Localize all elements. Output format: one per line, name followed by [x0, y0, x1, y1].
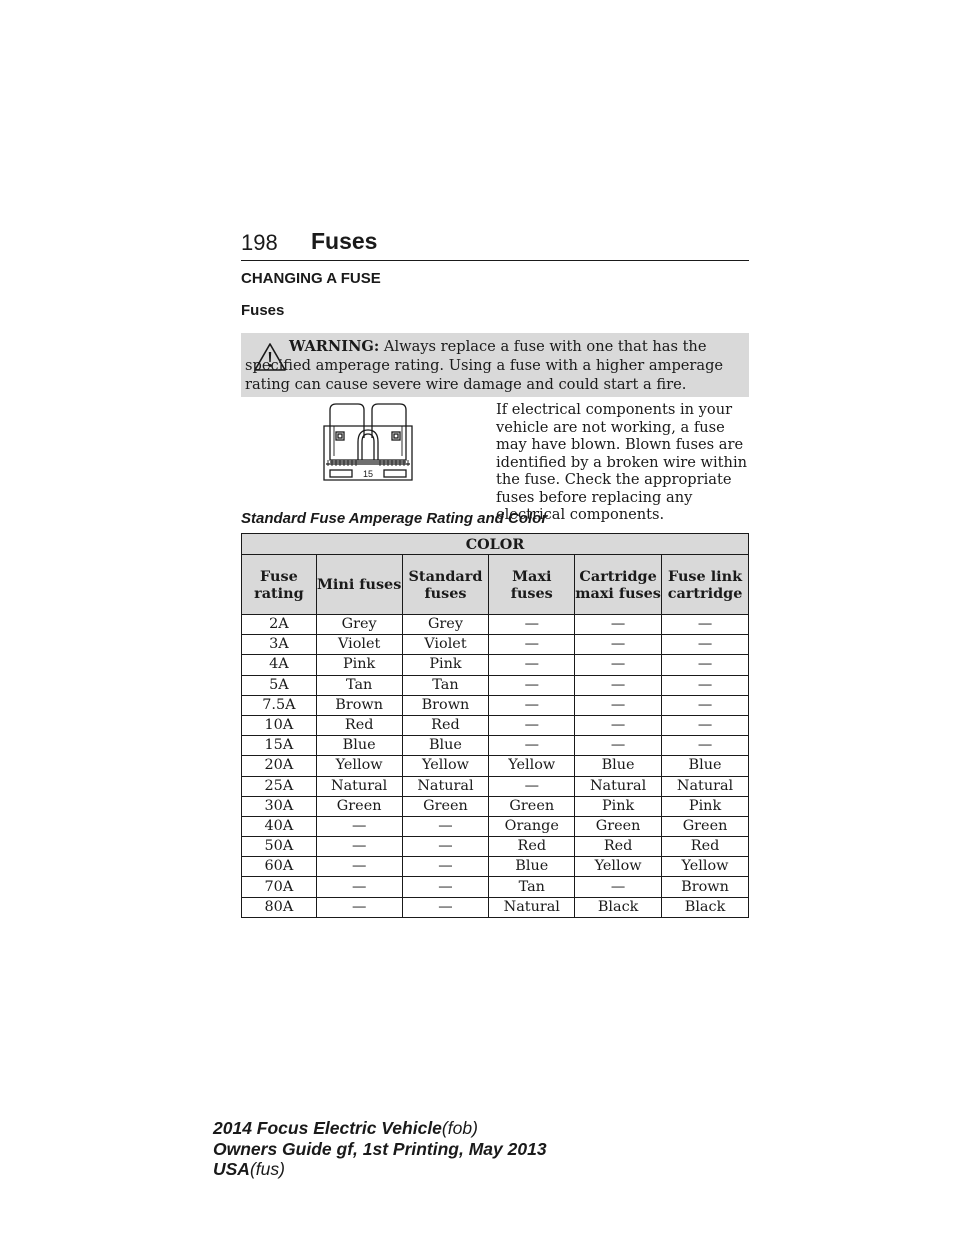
table-cell: — [489, 776, 575, 796]
table-cell: Brown [316, 695, 402, 715]
table-cell: — [316, 877, 402, 897]
table-cell: — [662, 655, 749, 675]
table-cell: 15A [242, 736, 317, 756]
table-cell: Natural [402, 776, 489, 796]
table-group-header: COLOR [242, 534, 749, 555]
table-cell: Yellow [575, 857, 662, 877]
table-row [242, 655, 749, 675]
table-cell: — [662, 635, 749, 655]
table-cell: — [402, 857, 489, 877]
table-cell: Blue [402, 736, 489, 756]
table-cell: 20A [242, 756, 317, 776]
table-cell: — [575, 695, 662, 715]
page-number: 198 [241, 230, 278, 255]
table-cell: Yellow [402, 756, 489, 776]
table-cell: Green [402, 796, 489, 816]
footer-vehicle-title: 2014 Focus Electric Vehicle [213, 1118, 442, 1138]
table-row [242, 897, 749, 917]
table-cell: Tan [316, 675, 402, 695]
table-cell: Red [575, 837, 662, 857]
table-cell: — [489, 655, 575, 675]
table-cell: — [662, 615, 749, 635]
table-cell: Pink [316, 655, 402, 675]
table-cell: Pink [575, 796, 662, 816]
table-cell: — [575, 635, 662, 655]
warning-label: WARNING: [289, 338, 380, 355]
table-row [242, 715, 749, 735]
table-cell: 10A [242, 715, 317, 735]
table-cell: — [489, 715, 575, 735]
table-column-headers [242, 555, 749, 615]
table-cell: Grey [402, 615, 489, 635]
page-header [241, 226, 749, 261]
table-cell: 2A [242, 615, 317, 635]
table-cell: Pink [402, 655, 489, 675]
table-cell: Violet [402, 635, 489, 655]
table-cell: Yellow [489, 756, 575, 776]
table-cell: — [489, 615, 575, 635]
table-row [242, 756, 749, 776]
table-cell: 25A [242, 776, 317, 796]
table-cell: — [662, 675, 749, 695]
table-cell: Red [402, 715, 489, 735]
table-cell: — [575, 736, 662, 756]
table-cell: — [662, 736, 749, 756]
table-row [242, 736, 749, 756]
table-cell: Red [489, 837, 575, 857]
fuse-rating-label: 15 [362, 469, 374, 479]
column-header: Mini fuses [316, 555, 402, 615]
table-cell: Pink [662, 796, 749, 816]
table-cell: — [402, 897, 489, 917]
blade-fuse-icon [318, 402, 418, 486]
table-cell: 70A [242, 877, 317, 897]
table-cell: 30A [242, 796, 317, 816]
table-cell: Green [489, 796, 575, 816]
table-cell: — [316, 837, 402, 857]
table-cell: Tan [402, 675, 489, 695]
table-cell: Grey [316, 615, 402, 635]
table-row [242, 837, 749, 857]
table-cell: Black [575, 897, 662, 917]
table-cell: Natural [575, 776, 662, 796]
table-cell: — [402, 877, 489, 897]
table-cell: — [662, 715, 749, 735]
table-cell: Green [575, 816, 662, 836]
table-cell: — [402, 837, 489, 857]
table-cell: 60A [242, 857, 317, 877]
column-header: Standard fuses [402, 555, 489, 615]
table-cell: 40A [242, 816, 317, 836]
table-cell: 3A [242, 635, 317, 655]
table-cell: 5A [242, 675, 317, 695]
table-cell: Blue [316, 736, 402, 756]
table-cell: Natural [316, 776, 402, 796]
table-cell: — [575, 615, 662, 635]
footer-market: USA [213, 1159, 250, 1179]
table-cell: Green [316, 796, 402, 816]
table-cell: 50A [242, 837, 317, 857]
footer-vehicle-code: (fob) [441, 1118, 478, 1138]
table-row [242, 877, 749, 897]
table-row [242, 695, 749, 715]
table-cell: — [575, 715, 662, 735]
table-cell: — [662, 695, 749, 715]
warning-message: Always replace a fuse with one that has the specified amperage rating. Using a fuse with a higher amperage rating can cause severe wire damage and could start a fire. [245, 338, 724, 393]
table-cell: Yellow [316, 756, 402, 776]
table-cell: Violet [316, 635, 402, 655]
table-cell: 7.5A [242, 695, 317, 715]
table-cell: Orange [489, 816, 575, 836]
chapter-title: Fuses [311, 228, 378, 254]
table-cell: Blue [575, 756, 662, 776]
page-footer [213, 1118, 547, 1180]
column-header: Maxi fuses [489, 555, 575, 615]
footer-line-1 [213, 1118, 547, 1139]
column-header: Fuse link cartridge [662, 555, 749, 615]
table-cell: Blue [489, 857, 575, 877]
footer-market-code: (fus) [249, 1159, 285, 1179]
table-cell: Yellow [662, 857, 749, 877]
table-cell: 4A [242, 655, 317, 675]
table-cell: Red [316, 715, 402, 735]
table-cell: Natural [489, 897, 575, 917]
footer-line-2: Owners Guide gf, 1st Printing, May 2013 [213, 1138, 547, 1159]
table-cell: — [575, 655, 662, 675]
fuse-color-table [241, 533, 749, 918]
table-cell: Red [662, 837, 749, 857]
table-cell: — [316, 857, 402, 877]
column-header: Fuse rating [242, 555, 317, 615]
table-cell: — [575, 675, 662, 695]
column-header: Cartridge maxi fuses [575, 555, 662, 615]
footer-line-3 [213, 1159, 547, 1180]
table-cell: Tan [489, 877, 575, 897]
table-cell: Brown [402, 695, 489, 715]
table-row [242, 776, 749, 796]
table-cell: — [489, 695, 575, 715]
table-row [242, 796, 749, 816]
table-cell: — [316, 816, 402, 836]
table-caption: Standard Fuse Amperage Rating and Color [241, 510, 548, 527]
table-cell: 80A [242, 897, 317, 917]
table-row [242, 675, 749, 695]
table-cell: — [402, 816, 489, 836]
subsection-heading: Fuses [241, 302, 285, 319]
table-row [242, 857, 749, 877]
table-cell: — [316, 897, 402, 917]
table-cell: Brown [662, 877, 749, 897]
table-row [242, 615, 749, 635]
table-cell: — [575, 877, 662, 897]
table-row [242, 635, 749, 655]
warning-box [241, 333, 749, 397]
section-heading: CHANGING A FUSE [241, 270, 381, 287]
table-cell: — [489, 675, 575, 695]
table-cell: — [489, 635, 575, 655]
body-paragraph: If electrical components in your vehicle are not working, a fuse may have blown. Blown fuses are identified by a broken wire within the fuse. Check the appropriate fuses before replacing any electrical components. [496, 401, 748, 523]
warning-text-block [245, 337, 741, 394]
table-cell: Black [662, 897, 749, 917]
table-row [242, 816, 749, 836]
table-cell: Green [662, 816, 749, 836]
table-cell: Blue [662, 756, 749, 776]
table-cell: — [489, 736, 575, 756]
table-cell: Natural [662, 776, 749, 796]
